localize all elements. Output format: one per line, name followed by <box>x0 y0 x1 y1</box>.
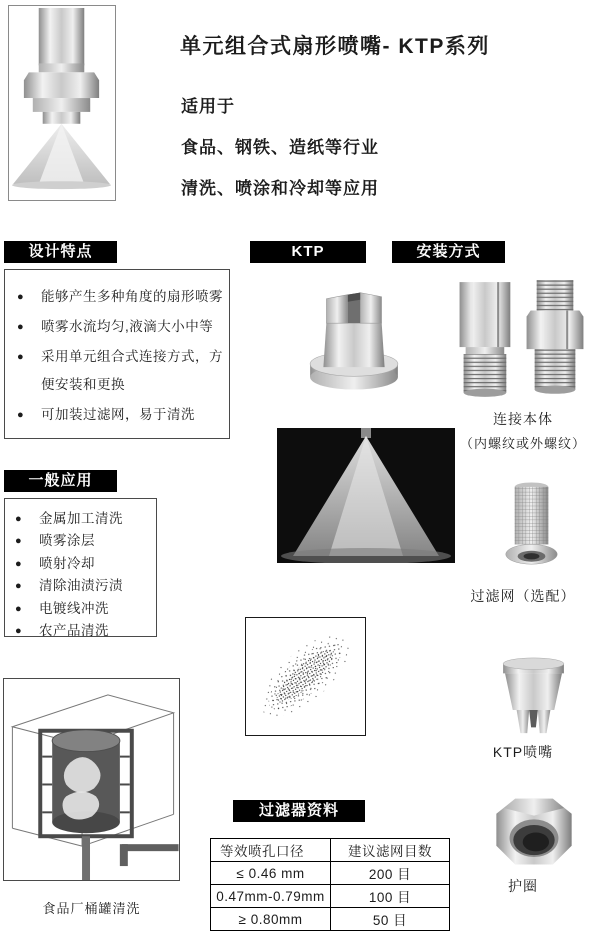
list-item <box>15 598 152 620</box>
caption-connector-body: 连接本体 <box>493 411 553 427</box>
retainer-ring-illustration <box>489 793 579 873</box>
section-header-ktp: KTP <box>250 241 366 263</box>
strainer-illustration <box>504 478 560 582</box>
filter-table-col-orifice: 等效喷孔口径 <box>211 839 331 862</box>
tank-cleaning-illustration <box>4 679 179 880</box>
bullet-icon: ● <box>17 351 24 363</box>
mesh-value: 50 目 <box>331 908 450 931</box>
bullet-icon: ● <box>17 321 24 333</box>
caption-retainer-ring: 护圈 <box>508 878 538 894</box>
mesh-value: 200 目 <box>331 862 450 885</box>
section-header-installation: 安装方式 <box>392 241 505 263</box>
feature-text: 喷雾水流均匀,液滴大小中等 <box>41 319 214 334</box>
spray-distribution-pattern <box>245 617 366 736</box>
bullet-icon: ● <box>15 625 22 638</box>
caption-ktp-nozzle: KTP喷嘴 <box>492 744 554 760</box>
mesh-value: 100 目 <box>331 885 450 908</box>
feature-text: 能够产生多种角度的扇形喷雾 <box>41 289 223 304</box>
section-header-design-features: 设计特点 <box>4 241 117 263</box>
filter-table-col-mesh: 建议滤网目数 <box>331 839 450 862</box>
application-text: 金属加工清洗 <box>39 511 123 526</box>
bullet-icon: ● <box>17 409 24 421</box>
retainer-ring-photo <box>489 793 579 873</box>
section-header-general-applications: 一般应用 <box>4 470 117 492</box>
bullet-icon: ● <box>17 291 24 303</box>
list-item <box>15 530 152 552</box>
table-row <box>211 908 450 931</box>
bullet-icon: ● <box>15 602 22 615</box>
list-item <box>17 343 223 399</box>
list-item <box>15 508 152 530</box>
design-features-list <box>4 269 230 439</box>
orifice-value: ≥ 0.80mm <box>211 908 331 931</box>
feature-text: 采用单元组合式连接方式，方便安装和更换 <box>41 349 223 392</box>
fan-spray-illustration <box>277 428 455 563</box>
caption-strainer: 过滤网（选配） <box>470 588 576 604</box>
section-header-filter-data: 过滤器资料 <box>233 800 365 822</box>
application-text: 农产品清洗 <box>39 623 109 639</box>
list-item <box>17 313 223 341</box>
nozzle-spray-illustration <box>9 6 115 200</box>
bullet-icon: ● <box>15 513 22 525</box>
ktp-nozzle-illustration <box>303 278 405 396</box>
filter-table-header-row <box>211 839 450 862</box>
orifice-value: 0.47mm-0.79mm <box>211 885 331 908</box>
list-item <box>17 401 223 429</box>
application-text: 清除油渍污渍 <box>39 578 123 594</box>
filter-table <box>210 838 450 931</box>
connector-bodies-illustration <box>453 276 591 408</box>
list-item <box>17 283 223 311</box>
application-text: 电镀线冲洗 <box>39 600 109 616</box>
ktp-nozzle-small-photo <box>497 656 570 738</box>
table-row <box>211 885 450 908</box>
bullet-icon: ● <box>15 535 22 548</box>
orifice-value: ≤ 0.46 mm <box>211 862 331 885</box>
subtitle-line-1: 适用于 <box>181 97 235 116</box>
application-text: 喷射冷却 <box>39 555 95 571</box>
ktp-nozzle-small-illustration <box>497 656 570 738</box>
bullet-icon: ● <box>15 557 22 570</box>
bullet-icon: ● <box>15 580 22 593</box>
tank-cleaning-illustration-frame <box>3 678 180 881</box>
application-text: 喷雾涂层 <box>39 533 95 549</box>
general-applications-list <box>4 498 157 637</box>
ktp-nozzle-photo <box>303 278 405 396</box>
list-item <box>15 620 152 642</box>
list-item <box>15 575 152 597</box>
strainer-photo <box>504 478 560 582</box>
nozzle-spray-photo <box>8 5 116 201</box>
subtitle-line-2: 食品、钢铁、造纸等行业 <box>181 138 379 157</box>
subtitle-line-3: 清洗、喷涂和冷却等应用 <box>181 179 379 198</box>
connector-bodies-photo <box>453 276 591 408</box>
caption-tank-cleaning: 食品厂桶罐清洗 <box>42 901 141 916</box>
caption-connector-thread-note: （内螺纹或外螺纹） <box>459 436 586 451</box>
spray-distribution-dots <box>246 618 364 734</box>
page-title: 单元组合式扇形喷嘴- KTP系列 <box>180 35 490 58</box>
fan-spray-photo <box>277 428 455 563</box>
list-item <box>15 553 152 575</box>
feature-text: 可加装过滤网，易于清洗 <box>41 407 195 422</box>
table-row <box>211 862 450 885</box>
